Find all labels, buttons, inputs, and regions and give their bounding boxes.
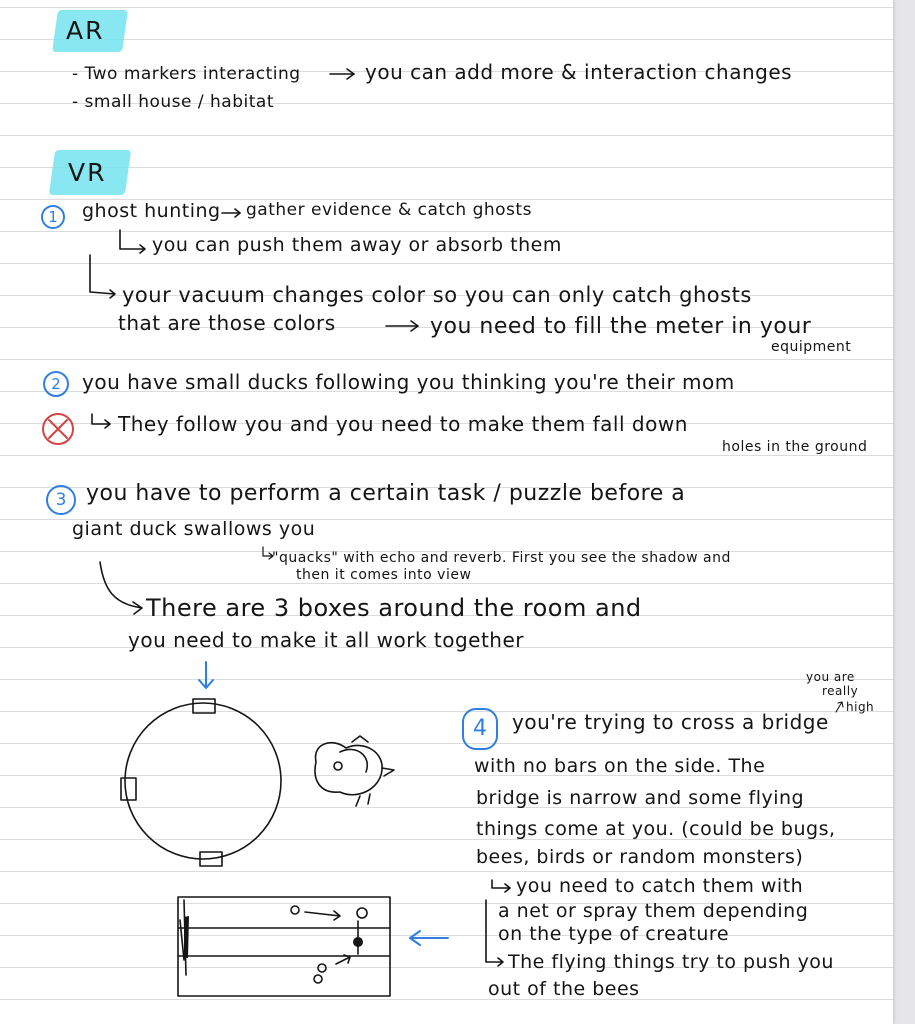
idea4-catch: you need to catch them with: [516, 875, 804, 897]
ar-item-habitat: - small house / habitat: [72, 92, 274, 112]
idea3-quacks: "quacks" with echo and reverb. First you see the shadow and: [272, 550, 731, 566]
blue-down-arrow-icon: [199, 662, 213, 688]
idea3-view: then it comes into view: [296, 567, 472, 583]
ar-item-interaction: you can add more & interaction changes: [365, 60, 793, 84]
idea2-hook-arrow-icon: [92, 414, 110, 428]
box-left: [121, 778, 136, 800]
idea3-curve-arrow-icon: [100, 562, 142, 614]
ar-item-markers: - Two markers interacting: [72, 64, 301, 84]
idea1-goal: gather evidence & catch ghosts: [246, 200, 532, 220]
idea2-holes: holes in the ground: [722, 439, 868, 455]
idea4-push: The flying things try to push you: [508, 951, 834, 973]
idea1-hook-arrow-1-icon: [120, 230, 145, 253]
idea1-colors: that are those colors: [118, 311, 336, 335]
idea4-creatures: bees, birds or random monsters): [476, 846, 804, 868]
idea4-type: on the type of creature: [498, 923, 730, 945]
giant-duck-sketch-icon: [315, 736, 394, 806]
vr-heading: VR: [68, 158, 107, 187]
idea-number-1: 1: [41, 205, 65, 229]
blue-left-arrow-icon: [410, 931, 448, 945]
idea-number-4: 4: [462, 708, 498, 750]
room-circle: [125, 703, 281, 859]
idea4-narrow: bridge is narrow and some flying: [476, 787, 805, 809]
bee-body-icon: [353, 937, 363, 947]
idea4-flying-things: things come at you. (could be bugs,: [476, 818, 836, 840]
rejected-x-icon: [43, 414, 73, 444]
idea3-together: you need to make it all work together: [128, 628, 525, 652]
idea1-hook-arrow-2-icon: [90, 255, 115, 298]
idea4-bridge: you're trying to cross a bridge: [512, 710, 829, 734]
idea1-meter-arrow-icon: [386, 321, 418, 331]
stick-figure-head-icon: [184, 916, 189, 958]
idea1-push: you can push them away or absorb them: [152, 234, 562, 256]
idea1-arrow-icon: [222, 209, 240, 217]
idea4-hook-arrow-1-icon: [492, 880, 510, 892]
idea3-swallow: giant duck swallows you: [72, 518, 316, 540]
idea4-note-high: high: [846, 700, 875, 714]
idea4-no-bars: with no bars on the side. The: [474, 755, 766, 777]
idea1-meter: you need to fill the meter in your: [430, 314, 812, 339]
idea3-task: you have to perform a certain task / puzzle before a: [86, 481, 686, 506]
idea4-net: a net or spray them depending: [498, 900, 809, 922]
idea1-title: ghost hunting: [82, 200, 221, 222]
box-top: [193, 699, 215, 713]
idea1-equipment: equipment: [771, 339, 852, 355]
idea-number-3: 3: [46, 485, 76, 515]
idea1-vacuum: your vacuum changes color so you can only catch ghosts: [122, 283, 752, 307]
idea3-boxes: There are 3 boxes around the room and: [146, 594, 642, 622]
room-circle-diagram: [121, 699, 281, 866]
idea2-ducks: you have small ducks following you thinking you're their mom: [82, 370, 735, 394]
idea-number-2: 2: [43, 371, 69, 397]
bee-icon: [291, 906, 299, 914]
idea4-note-really: really: [822, 684, 859, 698]
idea2-follow: They follow you and you need to make them fall down: [118, 412, 688, 436]
idea4-bees: out of the bees: [488, 978, 640, 1000]
idea4-hook-arrow-2-icon: [486, 900, 503, 966]
idea3-note-arrow-icon: [263, 547, 273, 559]
idea4-note-arrow-icon: [836, 702, 843, 712]
idea4-note-you-are: you are: [806, 670, 855, 684]
ar-arrow-icon: [330, 69, 354, 79]
ar-heading: AR: [66, 16, 105, 45]
